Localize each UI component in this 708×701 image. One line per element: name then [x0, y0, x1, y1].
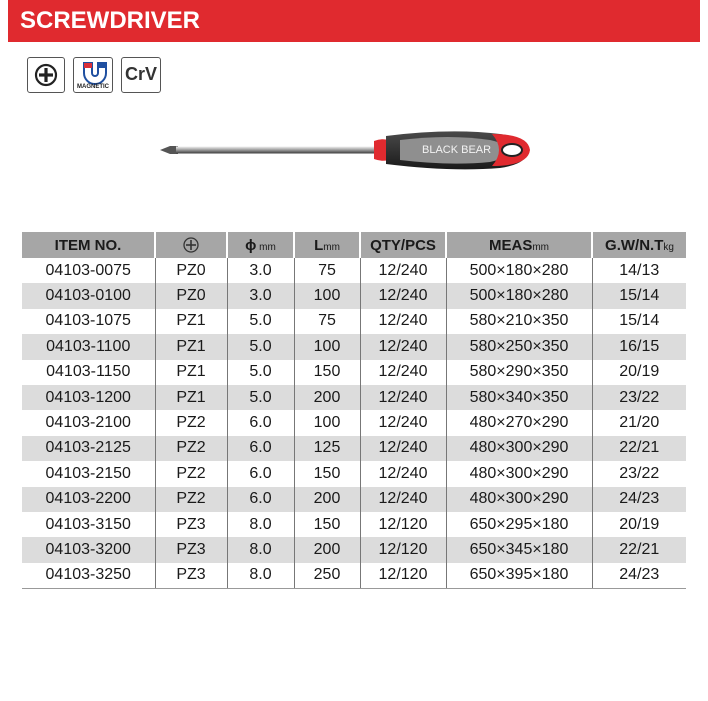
- crv-badge: [121, 57, 161, 93]
- cell-meas: 500×180×280: [446, 283, 592, 308]
- cell-meas: 480×300×290: [446, 461, 592, 486]
- cell-weight: 24/23: [592, 563, 686, 589]
- cell-length: 75: [294, 258, 360, 283]
- cell-weight: 16/15: [592, 334, 686, 359]
- table-row: [22, 360, 686, 385]
- cell-weight: 22/21: [592, 537, 686, 562]
- cell-diameter: 6.0: [227, 410, 294, 435]
- cell-item-no: 04103-1100: [22, 334, 155, 359]
- cell-diameter: 6.0: [227, 436, 294, 461]
- cell-weight: 21/20: [619, 414, 660, 432]
- table-row: [22, 309, 686, 334]
- cell-weight: 20/19: [619, 363, 660, 381]
- cell-length: 250: [294, 563, 360, 589]
- cell-length: 150: [294, 512, 360, 537]
- cell-diameter: 5.0: [227, 309, 294, 334]
- cell-length: 75: [294, 309, 360, 334]
- cell-meas: 480×300×290: [446, 436, 592, 461]
- cell-qty: 12/240: [360, 258, 446, 283]
- cell-qty: 12/240: [360, 334, 446, 359]
- table-row: [22, 258, 686, 283]
- cell-tip: PZ0: [155, 258, 227, 283]
- cell-length: 200: [294, 385, 360, 410]
- cell-weight: 15/14: [592, 283, 686, 308]
- cell-diameter: 6.0: [227, 461, 294, 486]
- cell-item-no: 04103-2100: [22, 410, 155, 435]
- col-tip-type: [155, 232, 227, 258]
- cell-weight: 20/19: [619, 515, 660, 533]
- cell-tip: PZ0: [155, 283, 227, 308]
- cell-tip: PZ1: [155, 360, 227, 385]
- cell-qty: 12/240: [360, 283, 446, 308]
- cell-meas: 650×345×180: [446, 537, 592, 562]
- phillips-cross-icon: [182, 236, 200, 254]
- cell-diameter: 5.0: [227, 385, 294, 410]
- cell-item-no: 04103-2200: [22, 487, 155, 512]
- cell-weight: 23/22: [619, 464, 660, 482]
- cell-tip: PZ3: [155, 563, 227, 589]
- cell-qty: 12/240: [360, 385, 446, 410]
- table-row: [22, 487, 686, 512]
- cell-length: 150: [294, 360, 360, 385]
- cell-qty: 12/240: [360, 436, 446, 461]
- cell-item-no: 04103-3250: [22, 563, 155, 589]
- col-diameter: ϕ mm: [227, 232, 294, 258]
- cell-item-no: 04103-1200: [22, 385, 155, 410]
- table-row: [22, 461, 686, 486]
- cell-diameter: 8.0: [227, 512, 294, 537]
- cell-diameter: 8.0: [227, 563, 294, 589]
- cell-qty: 12/240: [360, 487, 446, 512]
- cell-meas: 580×340×350: [446, 385, 592, 410]
- cell-item-no: 04103-3150: [22, 512, 155, 537]
- cell-tip: PZ2: [155, 461, 227, 486]
- magnetic-label: MAGNETIC: [77, 84, 109, 90]
- cell-length: 200: [294, 487, 360, 512]
- cell-qty: 12/240: [360, 309, 446, 334]
- magnetic-badge: [73, 57, 113, 93]
- cell-diameter: 3.0: [227, 258, 294, 283]
- table-row: [22, 283, 686, 308]
- cell-length: 200: [294, 537, 360, 562]
- phillips-cross-icon: [28, 58, 64, 92]
- table-row: [22, 537, 686, 562]
- magnet-icon: [74, 59, 112, 85]
- page-title: SCREWDRIVER: [20, 7, 201, 34]
- cell-meas: 580×250×350: [446, 334, 592, 359]
- cell-meas: 580×210×350: [446, 309, 592, 334]
- cell-length: 100: [294, 283, 360, 308]
- cell-item-no: 04103-0075: [22, 258, 155, 283]
- cell-qty: 12/240: [360, 461, 446, 486]
- col-weight: G.W/N.Tkg: [592, 232, 686, 258]
- cell-item-no: 04103-3200: [22, 537, 155, 562]
- cell-diameter: 8.0: [227, 537, 294, 562]
- material-label: CrV: [124, 64, 157, 84]
- cell-tip: PZ2: [155, 436, 227, 461]
- cell-item-no: 04103-1150: [22, 360, 155, 385]
- col-item-no: ITEM NO.: [22, 232, 155, 258]
- table-row: [22, 436, 686, 461]
- col-meas: MEASmm: [446, 232, 592, 258]
- cell-length: 100: [294, 334, 360, 359]
- cell-length: 100: [294, 410, 360, 435]
- brand-text: BLACK BEAR: [422, 144, 492, 156]
- cell-diameter: 5.0: [227, 360, 294, 385]
- col-length: Lmm: [294, 232, 360, 258]
- cell-weight: 14/13: [619, 261, 660, 279]
- cell-tip: PZ3: [155, 512, 227, 537]
- spec-table: [22, 232, 686, 589]
- table-row: [22, 334, 686, 359]
- cell-qty: 12/120: [360, 512, 446, 537]
- cell-item-no: 04103-2150: [22, 461, 155, 486]
- cell-weight: 15/14: [619, 312, 660, 330]
- cell-tip: PZ1: [155, 334, 227, 359]
- cell-item-no: 04103-1075: [22, 309, 155, 334]
- cell-diameter: 5.0: [227, 334, 294, 359]
- cell-item-no: 04103-2125: [22, 436, 155, 461]
- screwdriver-image: [160, 126, 532, 174]
- cell-meas: 650×395×180: [446, 563, 592, 589]
- cell-tip: PZ2: [155, 487, 227, 512]
- cell-tip: PZ2: [155, 410, 227, 435]
- cell-weight: 24/23: [592, 487, 686, 512]
- cell-tip: PZ3: [155, 537, 227, 562]
- cell-tip: PZ1: [155, 309, 227, 334]
- table-row: [22, 563, 686, 589]
- cell-length: 150: [294, 461, 360, 486]
- table-row: [22, 385, 686, 410]
- cell-weight: 23/22: [592, 385, 686, 410]
- table-row: [22, 512, 686, 537]
- table-row: [22, 410, 686, 435]
- col-qty: QTY/PCS: [360, 232, 446, 258]
- cell-meas: 650×295×180: [446, 512, 592, 537]
- cell-diameter: 3.0: [227, 283, 294, 308]
- cell-tip: PZ1: [155, 385, 227, 410]
- cell-meas: 580×290×350: [446, 360, 592, 385]
- cell-weight: 22/21: [592, 436, 686, 461]
- cell-qty: 12/240: [360, 410, 446, 435]
- title-bar: [8, 0, 700, 42]
- cell-meas: 480×270×290: [446, 410, 592, 435]
- cell-qty: 12/120: [360, 537, 446, 562]
- table-header-row: [22, 232, 686, 258]
- cell-qty: 12/120: [360, 563, 446, 589]
- cell-qty: 12/240: [360, 360, 446, 385]
- cell-meas: 500×180×280: [446, 258, 592, 283]
- cell-length: 125: [294, 436, 360, 461]
- cell-item-no: 04103-0100: [22, 283, 155, 308]
- cell-meas: 480×300×290: [446, 487, 592, 512]
- cell-diameter: 6.0: [227, 487, 294, 512]
- phillips-badge: [27, 57, 65, 93]
